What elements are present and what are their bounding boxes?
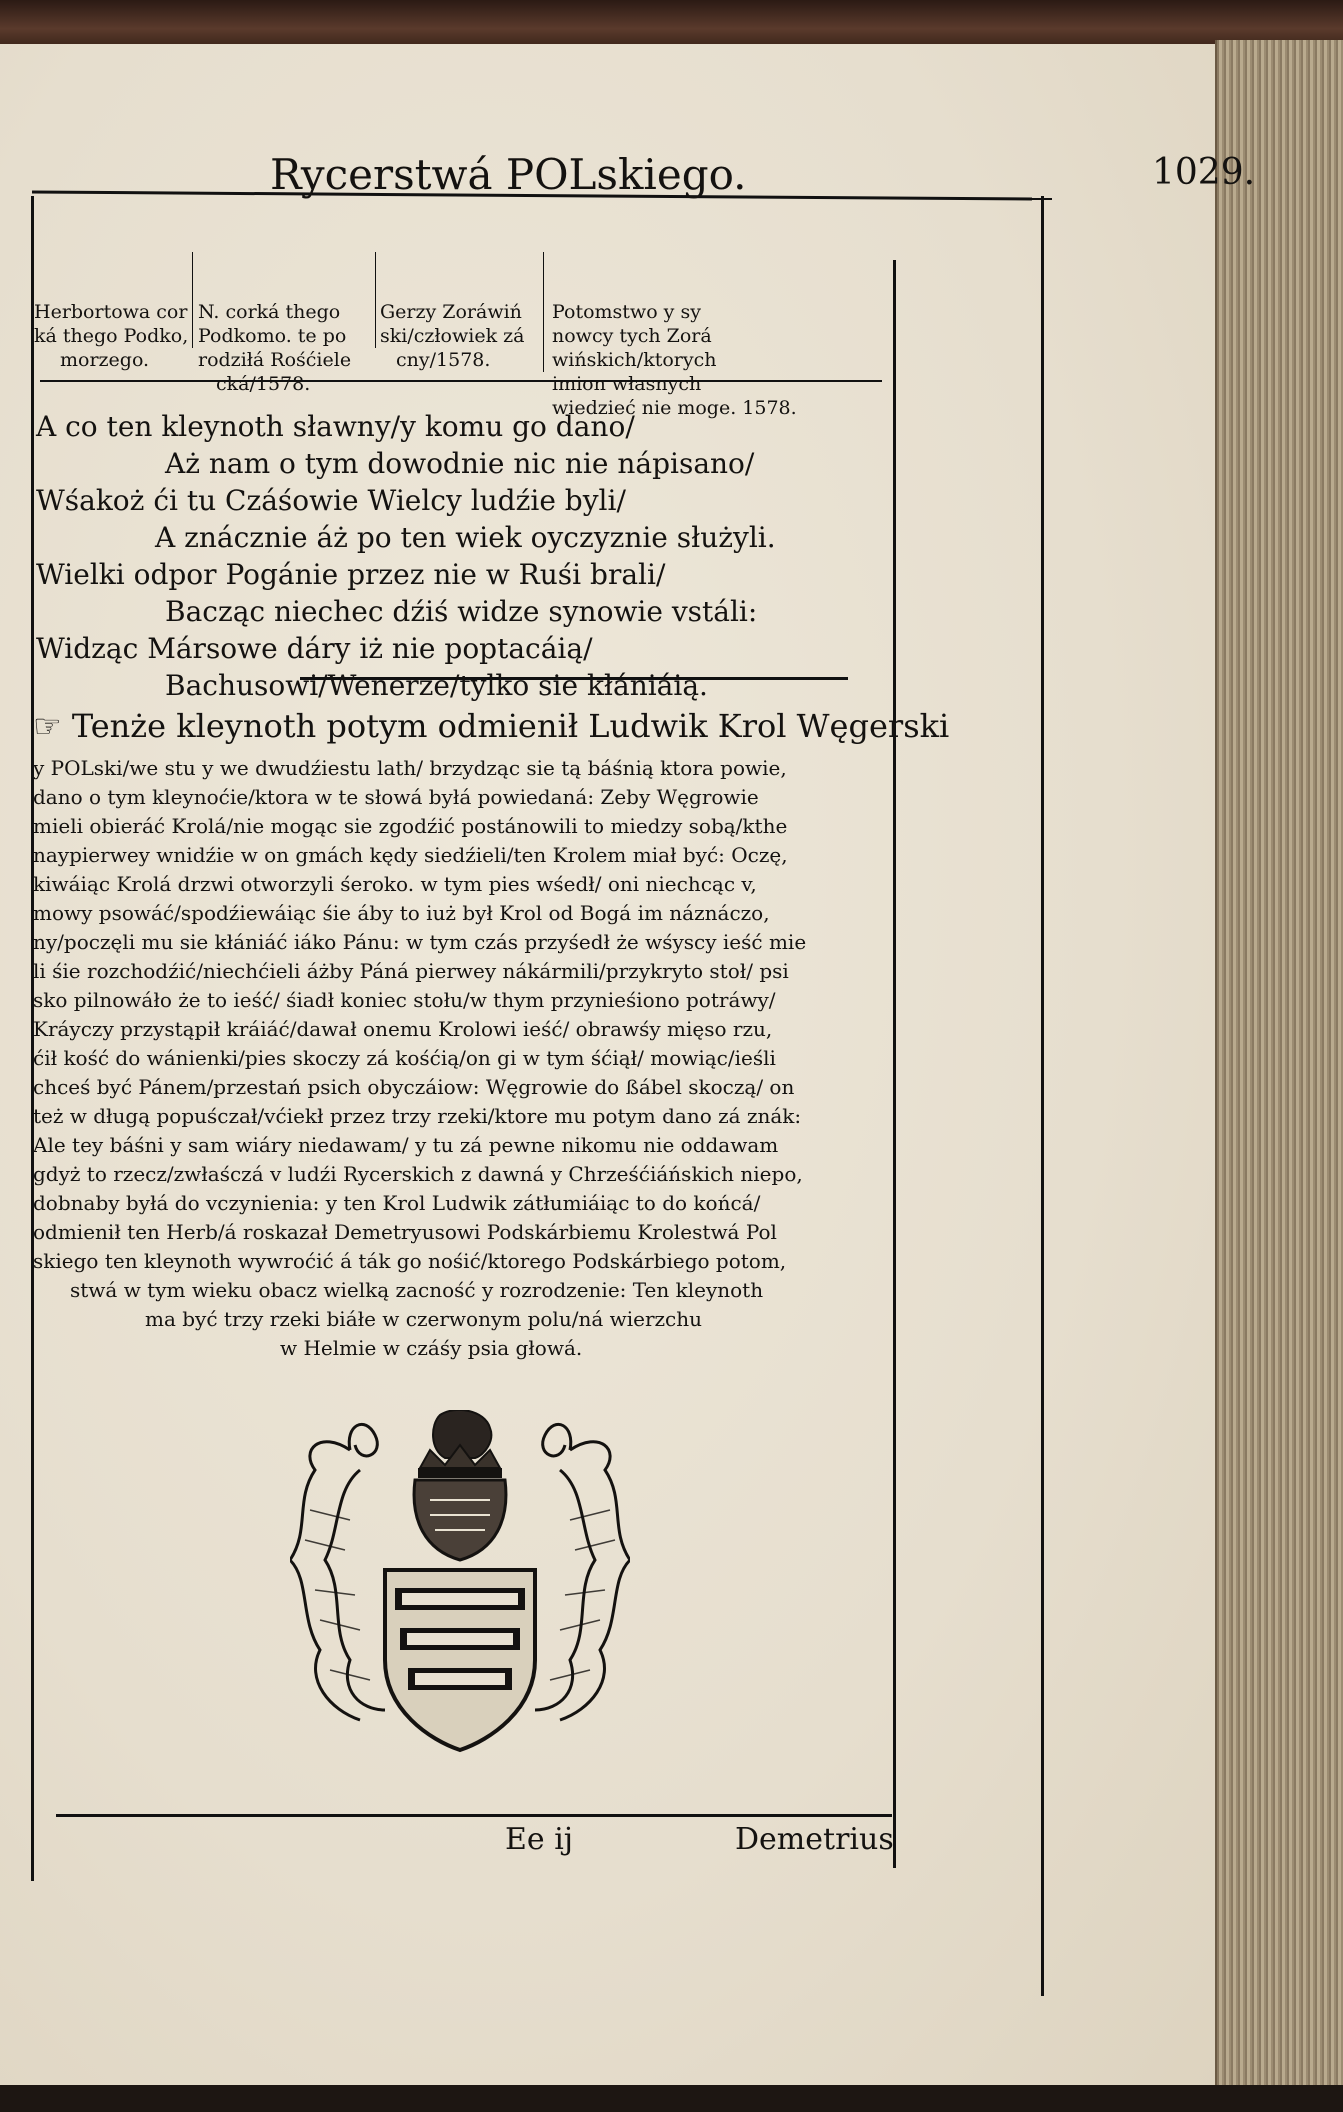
book-fore-edge <box>1215 40 1343 2090</box>
verse-line: Widząc Mársowe dáry iż nie poptacáią/ <box>36 632 593 665</box>
verse-line: A co ten kleynoth sławny/y komu go dano/ <box>36 410 635 443</box>
footer-rule <box>56 1814 892 1817</box>
genealogy-column-1: Herbortowa cor ká thego Podko, morzego. <box>34 301 189 371</box>
prose-line: li śie rozchodźić/niechćieli áżby Páná pierwey nákármili/przykryto stoł/ psi <box>33 959 789 983</box>
genealogy-divider-2 <box>375 252 376 348</box>
genealogy-divider-1 <box>192 252 193 348</box>
signature-mark: Ee ij <box>505 1822 574 1857</box>
prose-line: skiego ten kleynoth wywroćić á ták go nośić/ktorego Podskárbiego potom, <box>33 1249 787 1273</box>
genealogy-divider-3 <box>543 252 544 372</box>
prose-line: też w długą popuśczał/vćiekł przez trzy rzeki/ktore mu potym dano zá znák: <box>33 1104 802 1128</box>
helmet-icon <box>414 1480 506 1560</box>
prose-line: ☞ Tenże kleynoth potym odmienił Ludwik Krol Węgerski <box>33 707 950 745</box>
page-number: 1029. <box>1152 152 1256 193</box>
prose-line: dano o tym kleynoćie/ktora w te słowá byłá powiedaná: Zeby Węgrowie <box>33 785 759 809</box>
verse-line: A znácznie áż po ten wiek oyczyznie służyli. <box>155 521 776 554</box>
genealogy-column-3: Gerzy Zoráwiń ski/człowiek zá cny/1578. <box>380 301 525 371</box>
prose-line: mieli obieráć Krolá/nie mogąc sie zgodźić postánowili to miedzy sobą/kthe <box>33 814 788 838</box>
prose-line: Kráyczy przystąpił kráiáć/dawał onemu Krolowi ieść/ obrawśy mięso rzu, <box>33 1017 773 1041</box>
prose-line: dobnaby byłá do vczynienia: y ten Krol Ludwik zátłumiáiąc to do końcá/ <box>33 1191 761 1215</box>
verse-line: Aż nam o tym dowodnie nic nie nápisano/ <box>165 447 755 480</box>
prose-line: Ale tey báśni y sam wiáry niedawam/ y tu zá pewne nikomu nie oddawam <box>33 1133 779 1157</box>
book-bottom-edge <box>0 2085 1343 2112</box>
prose-line: ma być trzy rzeki biáłe w czerwonym polu/ná wierzchu <box>145 1307 703 1331</box>
genealogy-column-2: N. corká thego Podkomo. te po rodziłá Rośćiele cká/1578. <box>198 301 352 395</box>
outer-right-rule <box>1041 196 1044 1996</box>
prose-line: kiwáiąc Krolá drzwi otworzyli śeroko. w tym pies wśedł/ oni niechcąc v, <box>33 872 757 896</box>
prose-line: gdyż to rzecz/zwłaśczá v ludźi Rycerskich z dawná y Chrześćiáńskich niepo, <box>33 1162 803 1186</box>
prose-line: sko pilnowáło że to ieść/ śiadł koniec stołu/w thym przynieśiono potráwy/ <box>33 988 776 1012</box>
prose-line: ny/poczęli mu sie kłániáć iáko Pánu: w tym czás przyśedł że wśyscy ieść mie <box>33 930 807 954</box>
verse-line: Bachusowi/Wenerze/tylko sie kłániáią. <box>165 669 708 702</box>
prose-line: naypierwey wnidźie w on gmách kędy siedźieli/ten Krolem miał być: Oczę, <box>33 843 788 867</box>
coat-of-arms-woodcut <box>290 1410 630 1760</box>
prose-line: mowy psowáć/spodźiewáiąc śie áby to iuż był Krol od Bogá im náznáczo, <box>33 901 770 925</box>
running-title: Rycerstwá POLskiego. <box>270 150 747 199</box>
prose-line: odmienił ten Herb/á roskazał Demetryusowi Podskárbiemu Krolestwá Pol <box>33 1220 777 1244</box>
prose-line: y POLski/we stu y we dwudźiestu lath/ brzydząc sie tą báśnią ktora powie, <box>33 756 787 780</box>
genealogy-column-4: Potomstwo y sy nowcy tych Zorá wińskich/ktorych imion własnych wiedzieć nie moge. 1578. <box>552 301 797 419</box>
frame-right-rule <box>893 260 896 1868</box>
prose-line: w Helmie w czáśy psia głowá. <box>280 1336 583 1360</box>
prose-line: ćił kość do wánienki/pies skoczy zá kośćią/on gi w tym śćiął/ mowiąc/ieśli <box>33 1046 776 1070</box>
prose-line: stwá w tym wieku obacz wielką zacność y rozrodzenie: Ten kleynoth <box>70 1278 764 1302</box>
verse-line: Wśakoż ći tu Czáśowie Wielcy ludźie byli/ <box>36 484 626 517</box>
book-top-edge <box>0 0 1343 48</box>
prose-line: chceś być Pánem/przestań psich obyczáiow: Węgrowie do ßábel skoczą/ on <box>33 1075 795 1099</box>
verse-line: Wielki odpor Pogánie przez nie w Ruśi brali/ <box>36 558 666 591</box>
verse-line: Bacząc niechec dźiś widze synowie vstáli: <box>165 595 758 628</box>
catchword: Demetrius <box>735 1822 894 1857</box>
